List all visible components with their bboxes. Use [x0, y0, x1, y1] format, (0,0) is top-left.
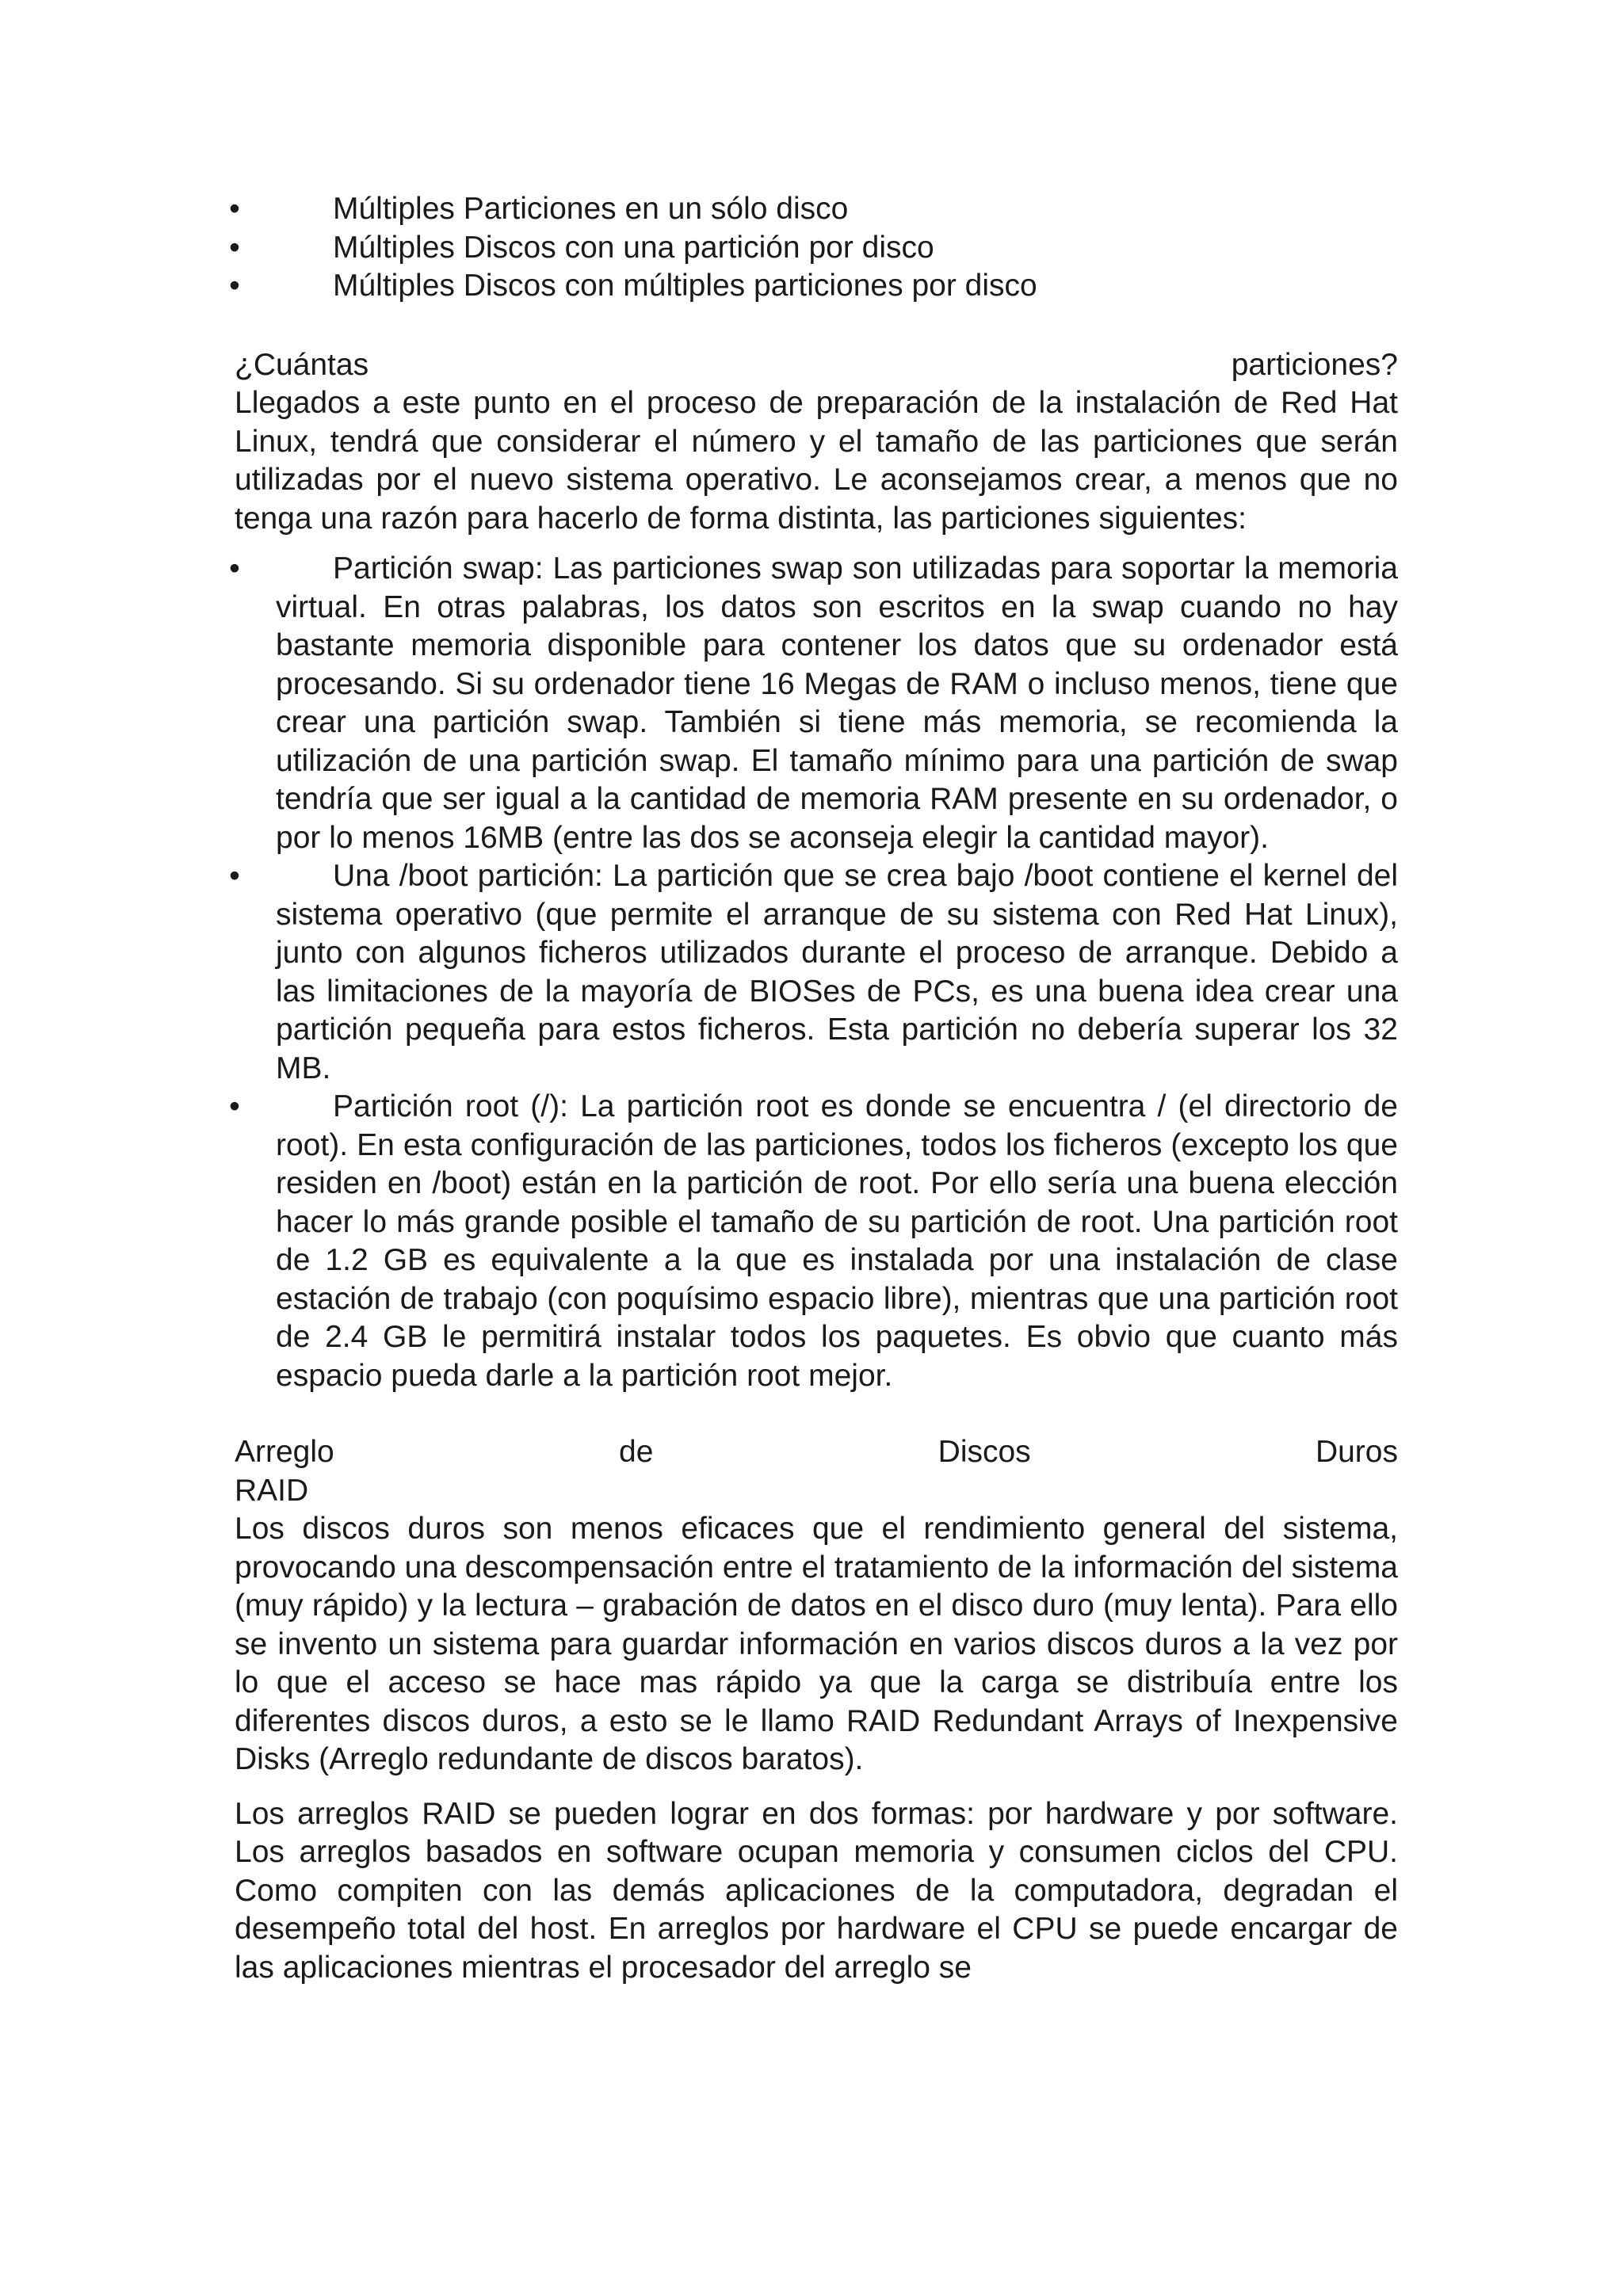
paragraph-raid-intro: Los discos duros son menos eficaces que el rendimiento general del sistema, provocando una descompensación entre el tratamiento de la información del sistema (muy rápido) y la lectura – grabación de datos en el disco duro (muy lenta). Para ello se invento un sistema para guardar información en varios discos duros a la vez por lo que el acceso se hace mas rápido ya que la carga se distribuía entre los diferentes discos duros, a esto se le llamo RAID Redundant Arrays of Inexpensive Disks (Arreglo redundante de discos baratos).	[235, 1512, 1398, 1776]
list-item: • Una /boot partición: La partición que se crea bajo /boot contiene el kernel del sistema operativo (que permite el arranque de su sistema con Red Hat Linux), junto con algunos ficheros utilizados durante el proceso de arranque. Debido a las limitaciones de la mayoría de BIOSes de PCs, es una buena idea crear una partición pequeña para estos ficheros. Esta partición no debería superar los 32 MB.	[235, 857, 1398, 1088]
paragraph-partitions-intro: Llegados a este punto en el proceso de preparación de la instalación de Red Hat Linux, tendrá que considerar el número y el tamaño de las particiones que serán utilizadas por el nuevo sistema operativo. Le aconsejamos crear, a menos que no tenga una razón para hacerlo de forma distinta, las particiones siguientes:	[235, 386, 1398, 536]
section-heading-raid-continuation: RAID	[235, 1473, 309, 1508]
section-heading-partitions: ¿Cuántas particiones?	[235, 347, 1398, 382]
bullet-icon: •	[229, 551, 240, 585]
bullet-icon: •	[229, 1089, 240, 1123]
bullet-icon: •	[229, 230, 240, 265]
bullet-icon: •	[229, 269, 240, 303]
list-item: • Múltiples Discos con una partición por disco	[235, 229, 1398, 268]
bullet-icon: •	[229, 192, 240, 226]
paragraph-raid-forms: Los arreglos RAID se pueden lograr en dos formas: por hardware y por software. Los arreglos basados en software ocupan memoria y consumen ciclos del CPU. Como compiten con las demás aplicaciones de la computadora, degradan el desempeño total del host. En arreglos por hardware el CPU se puede encargar de las aplicaciones mientras el procesador del arreglo se	[235, 1796, 1398, 1985]
partition-schemes-list	[229, 190, 1398, 306]
list-item: • Partición swap: Las particiones swap son utilizadas para soportar la memoria virtual. En otras palabras, los datos son escritos en la swap cuando no hay bastante memoria disponible para contener los datos que su ordenador está procesando. Si su ordenador tiene 16 Megas de RAM o incluso menos, tiene que crear una partición swap. También si tiene más memoria, se recomienda la utilización de una partición swap. El tamaño mínimo para una partición de swap tendría que ser igual a la cantidad de memoria RAM presente en su ordenador, o por lo menos 16MB (entre las dos se aconseja elegir la cantidad mayor).	[235, 550, 1398, 857]
recommended-partitions-list	[229, 550, 1398, 1395]
document-content	[229, 190, 1398, 1987]
bullet-icon: •	[229, 859, 240, 893]
list-item: • Partición root (/): La partición root es donde se encuentra / (el directorio de root). En esta configuración de las particiones, todos los ficheros (excepto los que residen en /boot) están en la partición de root. Por ello sería una buena elección hacer lo más grande posible el tamaño de su partición de root. Una partición root de 1.2 GB es equivalente a la que es instalada por una instalación de clase estación de trabajo (con poquísimo espacio libre), mientras que una partición root de 2.4 GB le permitirá instalar todos los paquetes. Es obvio que cuanto más espacio pueda darle a la partición root mejor.	[235, 1088, 1398, 1395]
section-heading-raid: Arreglo de Discos Duros	[235, 1435, 1398, 1469]
list-item: • Múltiples Discos con múltiples particiones por disco	[235, 267, 1398, 306]
list-item: • Múltiples Particiones en un sólo disco	[235, 190, 1398, 229]
